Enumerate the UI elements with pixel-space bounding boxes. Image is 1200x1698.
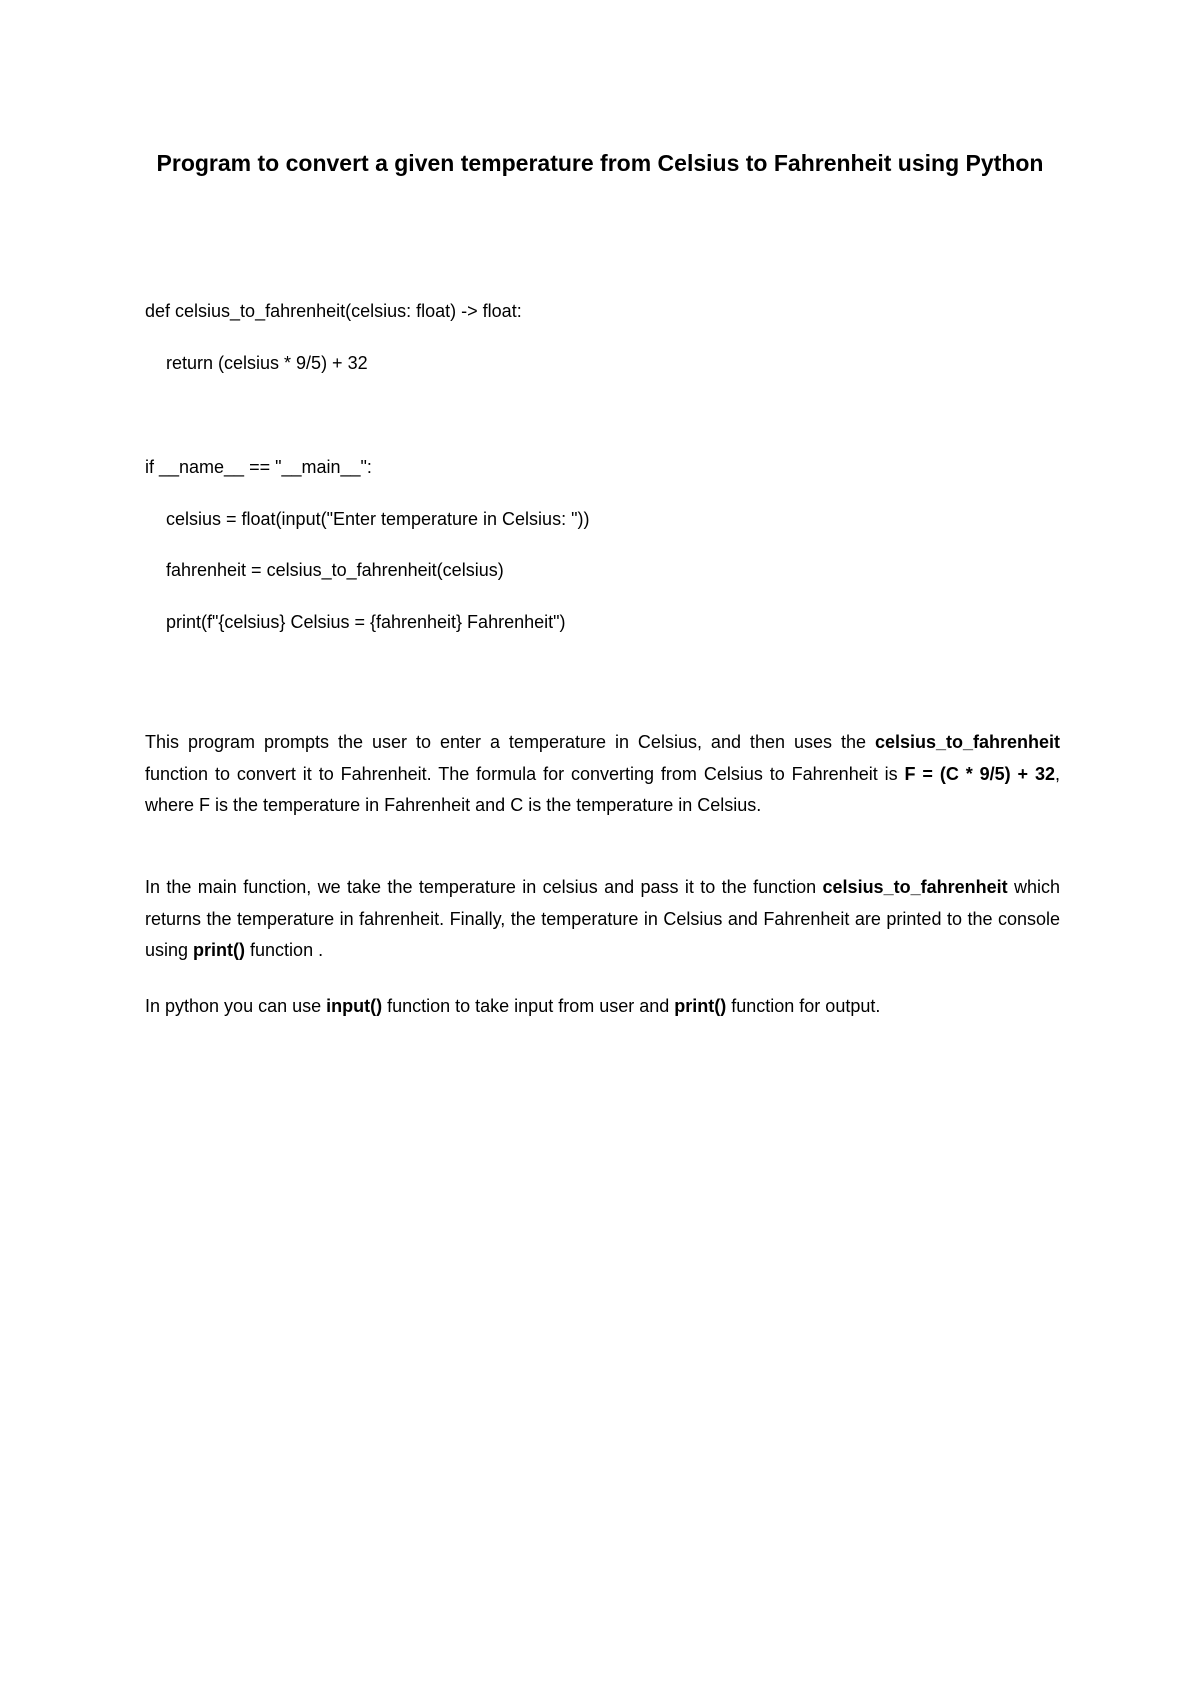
input-function: input() xyxy=(326,996,383,1016)
function-name: celsius_to_fahrenheit xyxy=(874,732,1060,752)
code-line-def: def celsius_to_fahrenheit(celsius: float) -> float: xyxy=(145,301,522,321)
paragraph-text: function to convert it to Fahrenheit. The formula for converting from Celsius to Fahrenheit is xyxy=(145,763,905,784)
paragraph-main-function xyxy=(145,872,1060,967)
paragraph-text: In python you can use xyxy=(145,996,327,1016)
paragraph-text: function for output. xyxy=(726,996,881,1016)
formula: F = (C * 9/5) + 32 xyxy=(904,763,1055,784)
paragraph-explanation xyxy=(145,727,1060,822)
code-line-convert: fahrenheit = celsius_to_fahrenheit(celsius) xyxy=(166,560,504,580)
paragraph-text: , where F is the temperature in Fahrenheit and C is the temperature in Celsius. xyxy=(145,763,1061,815)
paragraph-text: function . xyxy=(245,940,324,960)
paragraph-text: function to take input from user and xyxy=(382,996,675,1016)
paragraph-text: In the main function, we take the temperature in celsius and pass it to the function xyxy=(145,877,823,897)
function-name: celsius_to_fahrenheit xyxy=(822,877,1008,897)
code-line-if-main: if __name__ == "__main__": xyxy=(145,457,372,477)
print-function: print() xyxy=(674,996,727,1016)
code-line-return: return (celsius * 9/5) + 32 xyxy=(166,353,368,373)
paragraph-text: This program prompts the user to enter a temperature in Celsius, and then uses the xyxy=(145,732,875,752)
document-title: Program to convert a given temperature from Celsius to Fahrenheit using Python xyxy=(156,150,1044,176)
print-function: print() xyxy=(193,940,246,960)
paragraph-text: which returns the temperature in fahrenheit. Finally, the temperature in Celsius and Fahrenheit are printed to the console using xyxy=(145,877,1060,960)
code-line-input: celsius = float(input("Enter temperature in Celsius: ")) xyxy=(166,509,590,529)
code-line-print: print(f"{celsius} Celsius = {fahrenheit} Fahrenheit") xyxy=(166,612,566,632)
paragraph-io-note xyxy=(145,991,1060,1023)
